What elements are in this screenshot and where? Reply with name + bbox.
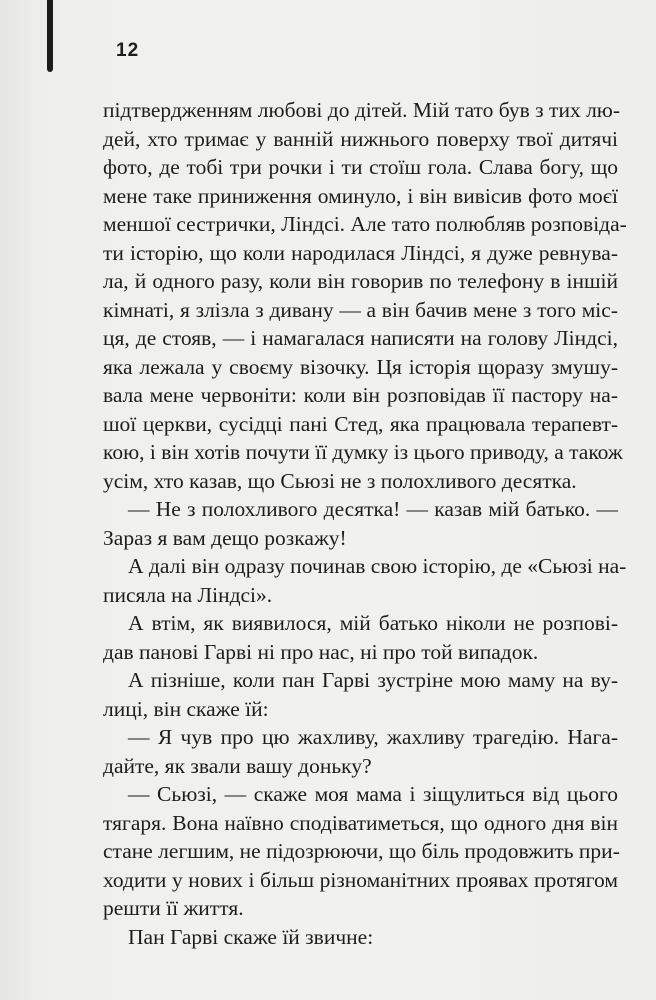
text-line: — Я чув про цю жахливу, жахливу трагедію. Нага- [128,725,618,749]
text-line: ла, й одного разу, коли він говорив по телефону в іншій [103,269,618,293]
text-line: писяла на Ліндсі». [103,582,273,607]
text-line: дей, хто тримає у ванній нижнього поверху твої дитячі [103,126,618,151]
text-line: тягаря. Вона наївно сподіватиметься, що одного дня він [103,810,618,835]
body-text [103,96,627,951]
text-line: А втім, як виявилося, мій батько ніколи не розпові- [128,611,618,635]
text-line: кімнаті, я злізла з дивану — а він бачив мене з того міс- [103,297,618,322]
text-line: — Сьюзі, — скаже моя мама і зіщулиться від цього [128,782,618,806]
text-line: дайте, як звали вашу доньку? [103,753,372,778]
text-line: лиці, він скаже їй: [103,696,269,721]
text-line: А пізніше, коли пан Гарві зустріне мою маму на ву- [128,668,618,692]
text-line: ця, де стояв, — і намагалася написяти на голову Ліндсі, [103,326,618,350]
text-line: стане легшим, не підозрюючи, що біль продовжить при- [103,839,620,863]
text-line: — Не з полохливого десятка! — казав мій батько. — [128,497,618,521]
text-line: ходити у нових і більш різноманітних проявах протягом [103,867,618,892]
book-spine-mark [47,0,53,72]
text-line: ти історію, що коли народилася Ліндсі, я дуже ревнува- [103,240,618,265]
text-line: фото, де тобі три рочки і ти стоїш гола. Слава богу, що [103,155,618,179]
text-line: меншої сестрички, Ліндсі. Але тато полюбляв розповіда- [103,212,627,236]
text-line: яка лежала у своєму візочку. Ця історія щоразу змушу- [103,354,618,379]
text-line: Зараз я вам дещо розкажу! [103,525,347,550]
text-line: Пан Гарві скаже їй звичне: [128,924,374,949]
text-line: мене таке приниження оминуло, і він вивісив фото моєї [103,183,618,208]
page-number: 12 [116,40,140,61]
text-line: решти її життя. [103,896,244,920]
text-line: усім, хто казав, що Сьюзі не з полохливого десятка. [103,468,577,493]
text-line: підтвердженням любові до дітей. Мій тато був з тих лю- [103,98,621,122]
text-line: кою, і він хотів почути її думку із цього приводу, а також [103,440,623,464]
text-line: дав панові Гарві ні про нас, ні про той випадок. [103,639,539,664]
text-line: А далі він одразу починав свою історію, де «Сьюзі на- [128,554,627,578]
text-line: шої церкви, сусідці пані Стед, яка працювала терапевт- [103,411,618,436]
text-line: вала мене червоніти: коли він розповідав її пастору на- [103,383,618,407]
